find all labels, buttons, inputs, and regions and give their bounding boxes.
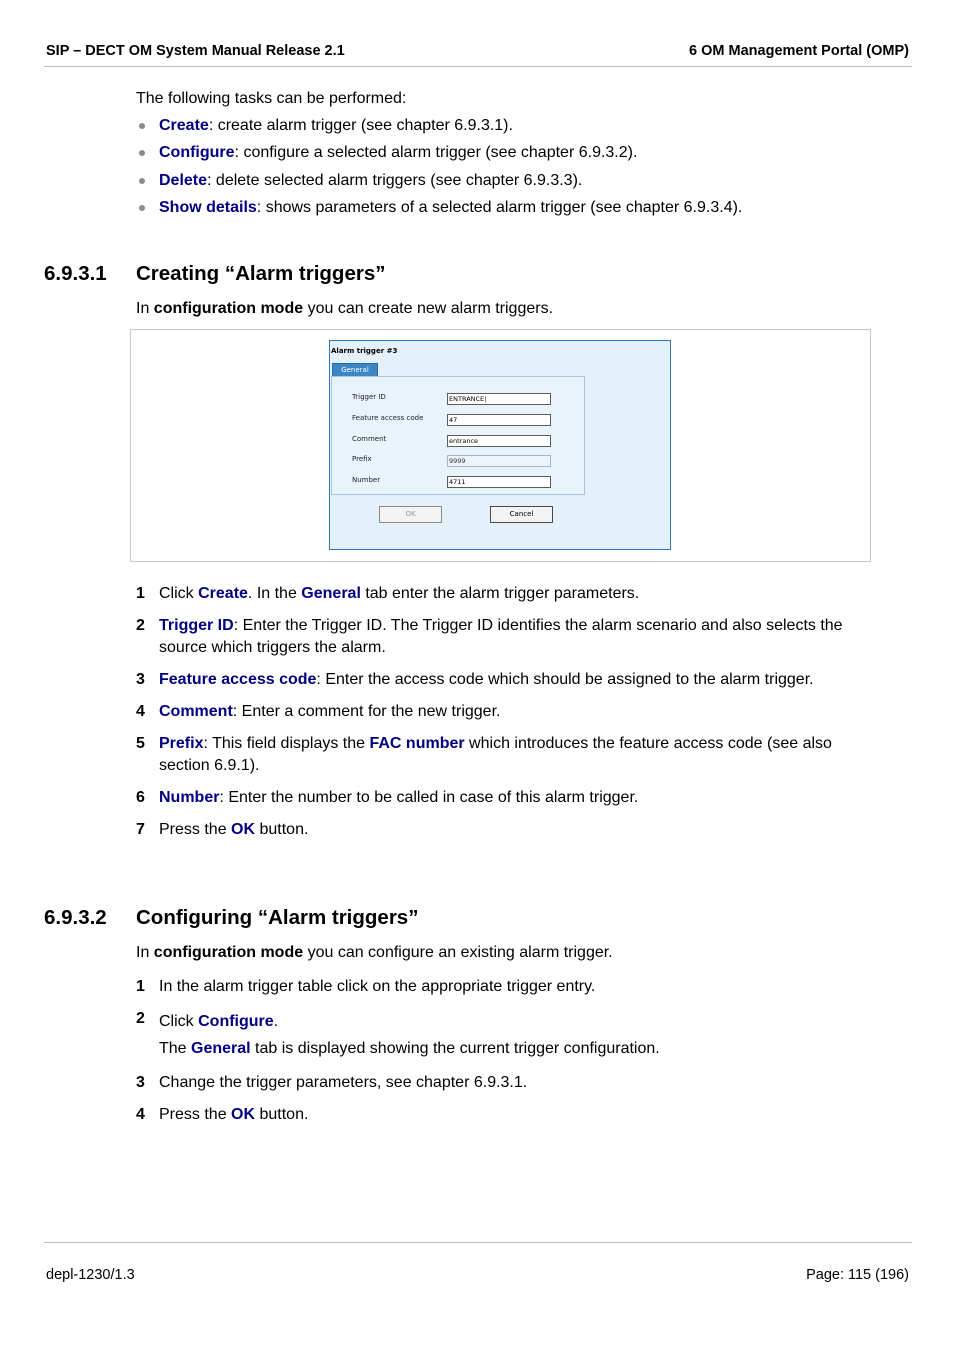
feature-access-code-input[interactable]: 47 xyxy=(447,414,551,426)
task-keyword: Show details xyxy=(159,198,257,216)
list-item: 6 Number: Enter the number to be called in case of this alarm trigger. xyxy=(136,789,639,806)
section-number: 6.9.3.1 xyxy=(44,262,107,285)
section-heading xyxy=(44,906,418,930)
header-rule xyxy=(44,66,912,67)
ok-button[interactable]: OK xyxy=(379,506,442,523)
list-item: 4 Comment: Enter a comment for the new trigger. xyxy=(136,703,501,720)
number-label: Number xyxy=(352,476,381,484)
list-item xyxy=(136,143,742,170)
footer-left: depl-1230/1.3 xyxy=(46,1267,135,1283)
list-item xyxy=(136,116,742,143)
prefix-label: Prefix xyxy=(352,455,372,463)
general-panel xyxy=(331,376,585,495)
comment-label: Comment xyxy=(352,435,387,443)
bullet-icon xyxy=(139,178,145,184)
page-number: Page: 115 (196) xyxy=(806,1267,909,1283)
section-intro: In configuration mode you can create new alarm triggers. xyxy=(136,300,554,317)
list-item xyxy=(136,171,742,198)
screenshot-figure xyxy=(130,329,871,562)
cancel-button[interactable]: Cancel xyxy=(490,506,553,523)
list-item: 3 Change the trigger parameters, see chapter 6.9.3.1. xyxy=(136,1074,528,1091)
task-list xyxy=(136,116,742,225)
section-title: Creating “Alarm triggers” xyxy=(136,262,386,285)
task-keyword: Delete xyxy=(159,171,208,189)
alarm-trigger-dialog xyxy=(329,340,671,550)
prefix-input: 9999 xyxy=(447,455,551,467)
list-item: 2 Trigger ID: Enter the Trigger ID. The Trigger ID identifies the alarm scenario and also selects the source which triggers the alarm. xyxy=(136,617,843,656)
task-text: : shows parameters of a selected alarm trigger (see chapter 6.9.3.4). xyxy=(256,198,743,216)
dialog-title: Alarm trigger #3 xyxy=(331,347,398,355)
list-item: 1 Click Create. In the General tab enter the alarm trigger parameters. xyxy=(136,585,640,602)
header-right: 6 OM Management Portal (OMP) xyxy=(689,43,909,59)
list-item xyxy=(136,198,742,225)
list-item: 3 Feature access code: Enter the access code which should be assigned to the alarm trigger. xyxy=(136,671,814,688)
header-left: SIP – DECT OM System Manual Release 2.1 xyxy=(46,43,345,59)
section-intro: In configuration mode you can configure an existing alarm trigger. xyxy=(136,944,613,961)
trigger-id-label: Trigger ID xyxy=(352,393,386,401)
list-item: 7 Press the OK button. xyxy=(136,821,309,838)
bullet-icon xyxy=(139,150,145,156)
number-input[interactable]: 4711 xyxy=(447,476,551,488)
task-keyword: Create xyxy=(159,117,209,134)
comment-input[interactable]: entrance xyxy=(447,435,551,447)
bullet-icon xyxy=(139,205,145,211)
list-item: 2 Click Configure. The General tab is displayed showing the current trigger configuration. xyxy=(136,1010,660,1057)
section-number: 6.9.3.2 xyxy=(44,906,107,929)
bullet-icon xyxy=(139,123,145,129)
intro-text: The following tasks can be performed: xyxy=(136,90,407,107)
feature-access-code-label: Feature access code xyxy=(352,414,424,422)
section-title: Configuring “Alarm triggers” xyxy=(136,906,419,929)
configure-steps xyxy=(136,976,856,1126)
task-text: : configure a selected alarm trigger (see chapter 6.9.3.2). xyxy=(234,144,638,162)
footer-rule xyxy=(44,1242,912,1243)
list-item: 4 Press the OK button. xyxy=(136,1106,309,1123)
task-keyword: Configure xyxy=(159,144,235,162)
trigger-id-input[interactable]: ENTRANCE| xyxy=(447,393,551,405)
list-item: 5 Prefix: This field displays the FAC number which introduces the feature access code (see also section 6.9.1). xyxy=(136,735,832,774)
tab-general[interactable]: General xyxy=(332,363,378,377)
section-heading xyxy=(44,262,385,286)
list-item: 1 In the alarm trigger table click on the appropriate trigger entry. xyxy=(136,978,596,995)
create-steps xyxy=(136,583,856,841)
task-text: : delete selected alarm triggers (see chapter 6.9.3.3). xyxy=(207,171,583,189)
task-text: : create alarm trigger (see chapter 6.9.3.1). xyxy=(208,117,513,134)
